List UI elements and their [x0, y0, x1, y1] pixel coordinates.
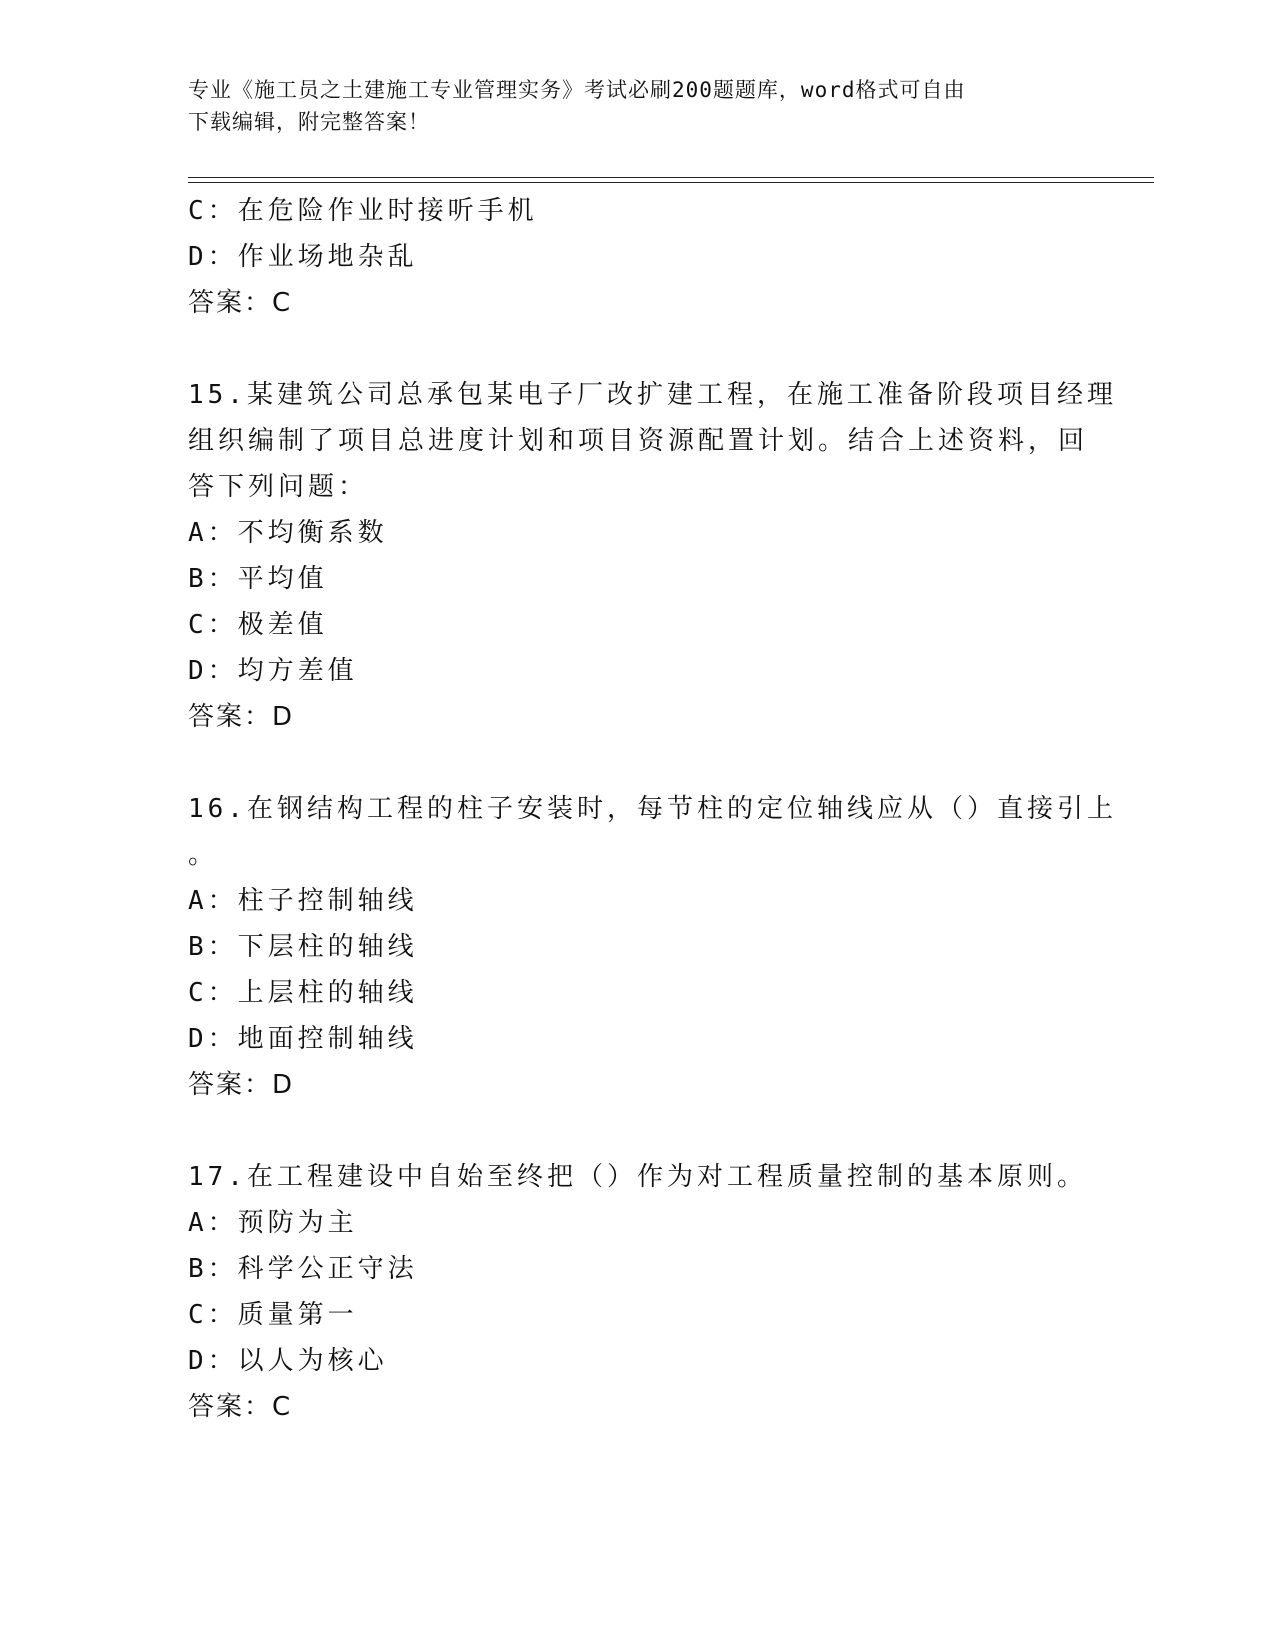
q15-stem-line-3: 答下列问题： [188, 472, 369, 502]
header-line-2: 下载编辑，附完整答案！ [188, 110, 430, 134]
q17-option-b: B：科学公正守法 [188, 1254, 418, 1284]
q14-option-c: C：在危险作业时接听手机 [188, 196, 538, 226]
question-16 [188, 786, 1117, 1108]
header-line-1: 专业《施工员之土建施工专业管理实务》考试必刷200题题库，word格式可自由 [188, 78, 966, 102]
q14-option-d: D：作业场地杂乱 [188, 242, 418, 272]
q16-option-c: C：上层柱的轴线 [188, 978, 418, 1008]
q16-option-d: D：地面控制轴线 [188, 1024, 418, 1054]
spacer [188, 326, 1088, 372]
q16-answer: 答案：D [188, 1070, 295, 1100]
spacer [188, 740, 1088, 786]
question-15 [188, 372, 1117, 740]
header-divider-top [188, 177, 1154, 178]
q16-option-a: A：柱子控制轴线 [188, 886, 418, 916]
document-header [188, 74, 1068, 138]
q17-option-c: C：质量第一 [188, 1300, 358, 1330]
q17-option-a: A：预防为主 [188, 1208, 358, 1238]
q15-option-b: B：平均值 [188, 564, 328, 594]
q16-stem-line-2: 。 [188, 840, 219, 870]
q14-answer: 答案：C [188, 288, 293, 318]
q15-answer: 答案：D [188, 702, 295, 732]
q15-option-d: D：均方差值 [188, 656, 358, 686]
q15-stem-line-2: 组织编制了项目总进度计划和项目资源配置计划。结合上述资料，回 [188, 426, 1089, 456]
question-14-remainder [188, 188, 1088, 326]
q16-stem-line-1: 16.在钢结构工程的柱子安装时，每节柱的定位轴线应从（）直接引上 [188, 794, 1117, 824]
spacer [188, 1108, 1088, 1154]
q16-option-b: B：下层柱的轴线 [188, 932, 418, 962]
question-17 [188, 1154, 1088, 1430]
q15-stem-line-1: 15.某建筑公司总承包某电子厂改扩建工程，在施工准备阶段项目经理 [188, 380, 1117, 410]
header-divider-bottom [188, 182, 1154, 183]
q15-option-a: A：不均衡系数 [188, 518, 388, 548]
q17-answer: 答案：C [188, 1392, 293, 1422]
q15-option-c: C：极差值 [188, 610, 328, 640]
q17-option-d: D：以人为核心 [188, 1346, 388, 1376]
q17-stem-line-1: 17.在工程建设中自始至终把（）作为对工程质量控制的基本原则。 [188, 1162, 1087, 1192]
question-content [188, 188, 1117, 1430]
